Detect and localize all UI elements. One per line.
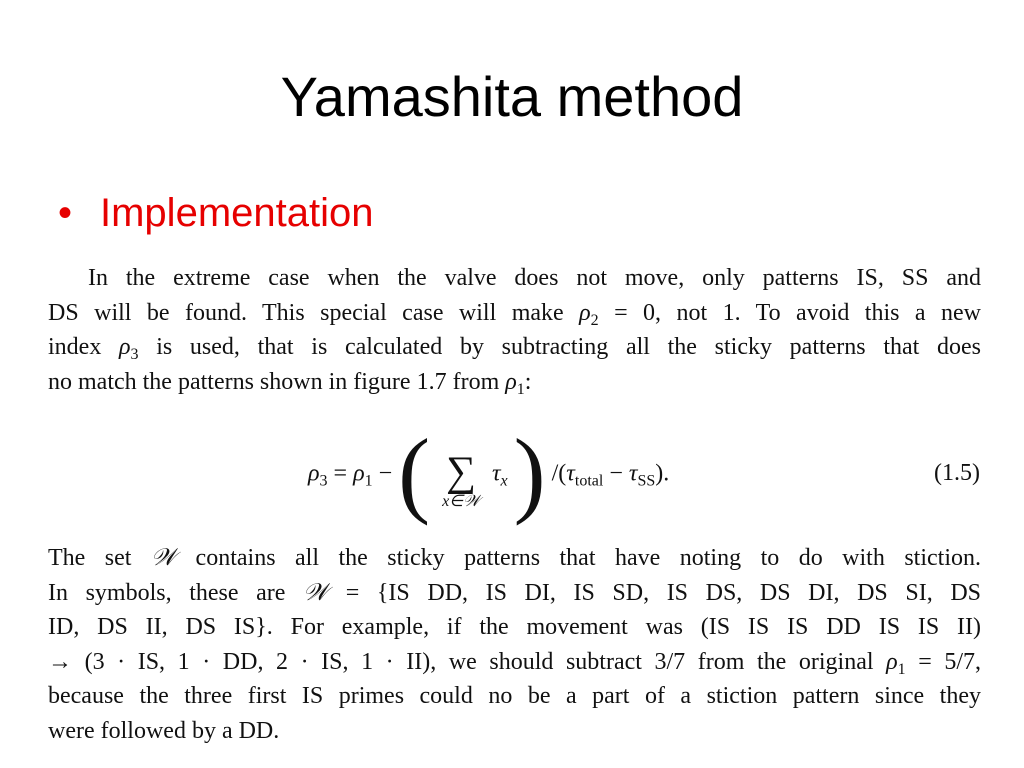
rho-symbol: ρ: [579, 299, 591, 326]
rho-symbol: ρ: [886, 648, 898, 675]
bullet-text: Implementation: [100, 191, 374, 235]
paragraph-1: [48, 261, 981, 399]
paragraph-1-line-4: no match the patterns shown in figure 1.7 from $\rho_1$:: [48, 368, 532, 398]
paragraph-2-line-5: because the three first IS primes could no be a part of a stiction pattern since they: [48, 683, 981, 709]
close-paren: ): [513, 418, 546, 526]
paragraph-1-line-3: index $\rho_3$ is used, that is calculated by subtracting all the sticky patterns that does: [48, 334, 981, 363]
bullet-marker: •: [58, 191, 73, 235]
set-w-symbol: 𝒲: [303, 579, 329, 606]
rho-symbol: ρ: [505, 368, 517, 395]
paragraph-2: [48, 541, 981, 748]
paragraph-2-line-2: In symbols, these are 𝒲 = {IS DD, IS DI, IS SD, IS DS, DS DI, DS SI, DS: [48, 579, 981, 606]
sum-subscript: x∈𝒲: [442, 493, 480, 510]
equation-body: $\rho_3 = \rho_1$ − ( ∑ x∈𝒲 $\tau_x$ ) $/(\tau_{total} - \tau_{SS})$.: [308, 418, 670, 526]
summation: [442, 451, 480, 511]
set-w-symbol: 𝒲: [150, 545, 177, 571]
paragraph-2-line-1: The set 𝒲 contains all the sticky patterns that have noting to do with stiction.: [48, 545, 981, 571]
rho-symbol: ρ: [119, 334, 131, 360]
paragraph-1-line-1: In the extreme case when the valve does not move, only patterns IS, SS and: [88, 265, 981, 291]
slide-title: Yamashita method: [280, 65, 744, 128]
equation-1-5: [0, 418, 1024, 526]
bullet-item: [58, 188, 373, 238]
equation-number: (1.5): [934, 460, 980, 486]
paragraph-1-line-2: DS will be found. This special case will make $\rho_2 = 0$, not 1. To avoid this a new: [48, 299, 981, 329]
paragraph-2-line-3: ID, DS II, DS IS}. For example, if the movement was (IS IS IS DD IS IS II): [48, 614, 981, 640]
sum-sign: ∑: [446, 449, 476, 495]
open-paren: (: [398, 418, 431, 526]
paragraph-2-line-4: → (3 · IS, 1 · DD, 2 · IS, 1 · II), we should subtract 3/7 from the original $\rho_1 = 5/7$,: [48, 648, 981, 678]
paragraph-2-line-6: were followed by a DD.: [48, 717, 280, 744]
